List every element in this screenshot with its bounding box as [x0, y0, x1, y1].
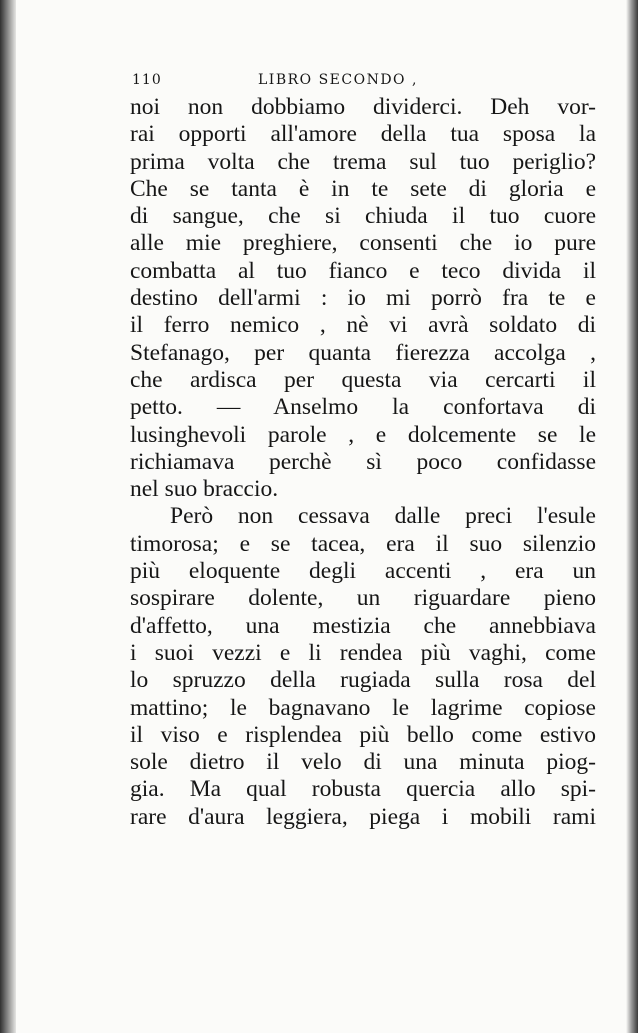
text-line: alle mie preghiere, consenti che io pure	[130, 230, 596, 257]
body-text	[130, 94, 596, 831]
text-line: lusinghevoli parole , e dolcemente se le	[130, 421, 596, 448]
text-line: prima volta che trema sul tuo periglio?	[130, 148, 596, 175]
text-line: che ardisca per questa via cercarti il	[130, 366, 596, 393]
text-line: mattino; le bagnavano le lagrime copiose	[130, 694, 596, 721]
running-header	[130, 72, 596, 94]
book-spine-shadow	[0, 0, 16, 1033]
text-line: nel suo braccio.	[130, 476, 279, 503]
page-number: 110	[132, 72, 162, 88]
text-line: i suoi vezzi e li rendea più vaghi, come	[130, 639, 596, 666]
text-line: lo spruzzo della rugiada sulla rosa del	[130, 667, 596, 694]
text-line: richiamava perchè sì poco confidasse	[130, 448, 596, 475]
page-edge-shadow	[626, 0, 638, 1033]
text-line: Che se tanta è in te sete di gloria e	[130, 175, 596, 202]
text-line: sospirare dolente, un riguardare pieno	[130, 585, 596, 612]
section-title: LIBRO SECONDO ,	[258, 72, 418, 88]
text-line: rare d'aura leggiera, piega i mobili rami	[130, 803, 596, 830]
text-line: di sangue, che si chiuda il tuo cuore	[130, 203, 596, 230]
text-line: destino dell'armi : io mi porrò fra te e	[130, 285, 596, 312]
paragraph-1	[130, 94, 596, 503]
text-line: timorosa; e se tacea, era il suo silenzio	[130, 530, 596, 557]
paragraph-2	[130, 503, 596, 831]
text-line: sole dietro il velo di una minuta piog-	[130, 749, 596, 776]
book-page	[130, 72, 596, 831]
text-line: petto. — Anselmo la confortava di	[130, 394, 596, 421]
text-line: gia. Ma qual robusta quercia allo spi-	[130, 776, 596, 803]
text-line: combatta al tuo fianco e teco divida il	[130, 257, 596, 284]
text-line: Stefanago, per quanta fierezza accolga ,	[130, 339, 596, 366]
text-line: il ferro nemico , nè vi avrà soldato di	[130, 312, 596, 339]
text-line: più eloquente degli accenti , era un	[130, 558, 596, 585]
text-line: d'affetto, una mestizia che annebbiava	[130, 612, 596, 639]
text-line: il viso e risplendea più bello come estivo	[130, 721, 596, 748]
text-line: Però non cessava dalle preci l'esule	[170, 503, 596, 530]
text-line: rai opporti all'amore della tua sposa la	[130, 121, 596, 148]
text-line: noi non dobbiamo dividerci. Deh vor-	[130, 94, 596, 120]
